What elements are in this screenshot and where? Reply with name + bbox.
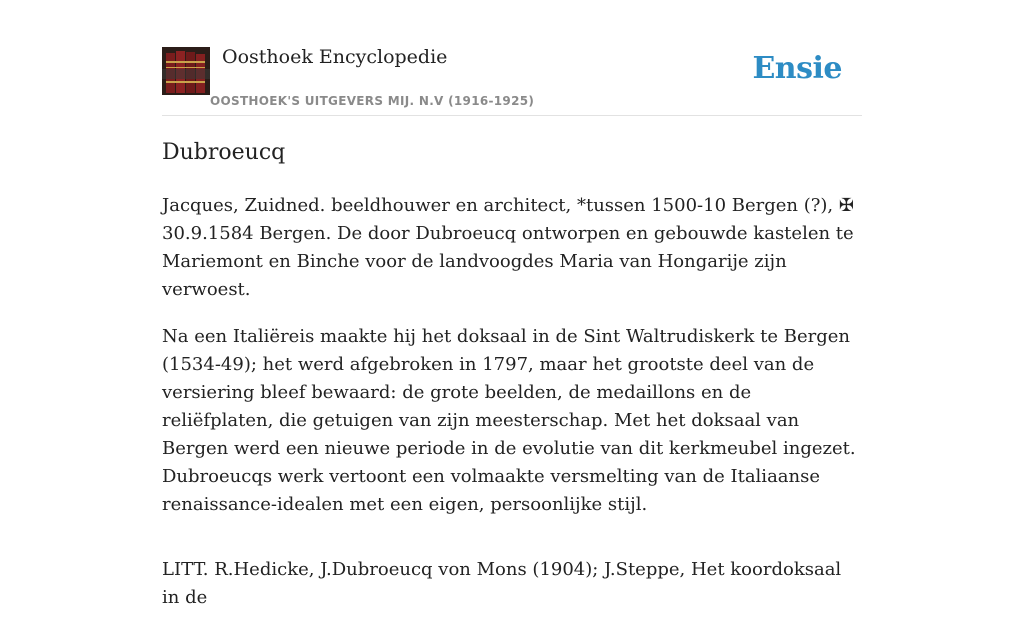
ensie-logo-link[interactable]: Ensie [752,51,842,86]
article-paragraph: Jacques, Zuidned. beeldhouwer en architect, *tussen 1500-10 Bergen (?), ✠ 30.9.1584 Bergen. De door Dubroeucq ontworpen en gebouwde kastelen te Mariemont en Binche voor de landvoogdes Maria van Hongarije zijn verwoest. [162,195,854,300]
article-paragraph: Na een Italiëreis maakte hij het doksaal in de Sint Waltrudiskerk te Bergen (1534-49); het werd afgebroken in 1797, maar het grootste deel van de versiering bleef bewaard: de grote beelden, de medaillons en de reliëfplaten, die getuigen van zijn meesterschap. Met het doksaal van Bergen werd een nieuwe periode in de evolutie van dit kerkmeubel ingezet. Dubroeucqs werk vertoont een volmaakte versmelting van de Italiaanse renaissance-idealen met een eigen, persoonlijke stijl. [162,326,856,515]
article-title: Dubroeucq [162,140,286,165]
article-body [162,192,862,631]
literature-paragraph: LITT. R.Hedicke, J.Dubroeucq von Mons (1904); J.Steppe, Het koordoksaal in de [162,559,842,608]
page [162,0,862,608]
encyclopedia-avatar[interactable] [162,47,210,95]
site-title[interactable]: Oosthoek Encyclopedie [222,46,448,68]
book-spines-icon [162,47,210,95]
header [162,0,862,116]
publisher-label: OOSTHOEK'S UITGEVERS MIJ. N.V (1916-1925) [210,94,535,108]
